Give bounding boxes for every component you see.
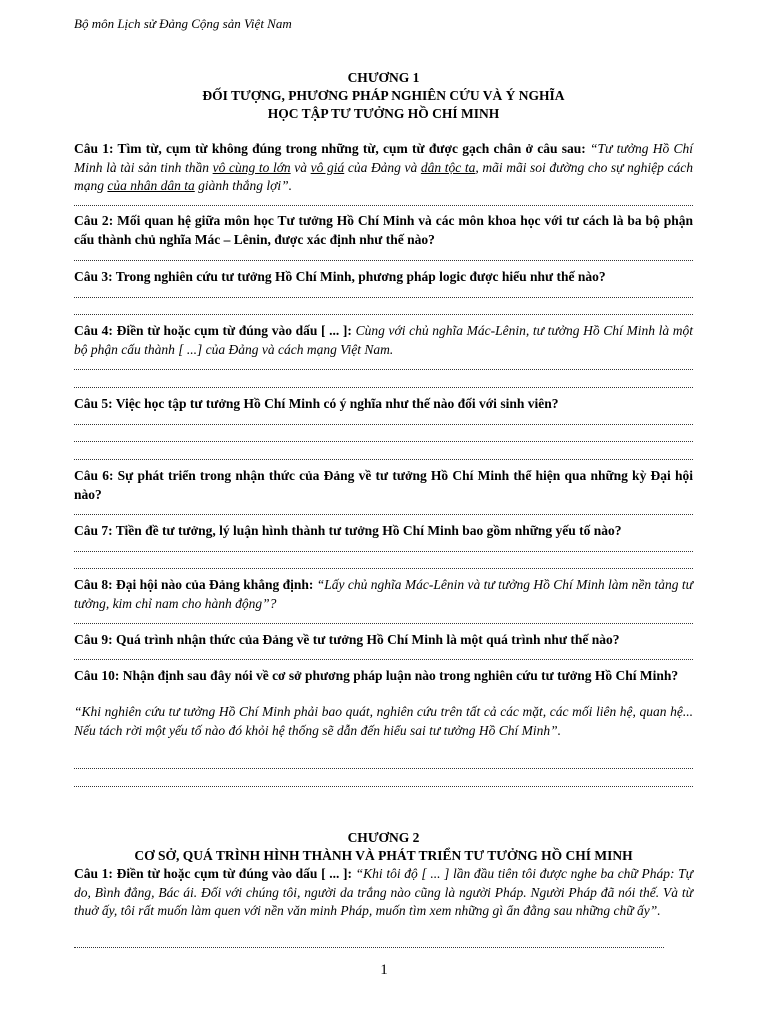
question-2 bbox=[74, 212, 693, 249]
question-10-text: Câu 10: Nhận định sau đây nói về cơ sở phương pháp luận nào trong nghiên cứu tư tưởng Hồ Chí Minh? bbox=[74, 668, 679, 683]
answer-line bbox=[74, 369, 693, 371]
chapter2-title: CƠ SỞ, QUÁ TRÌNH HÌNH THÀNH VÀ PHÁT TRIỂN TƯ TƯỞNG HỒ CHÍ MINH bbox=[134, 848, 633, 863]
question-10-quote: “Khi nghiên cứu tư tưởng Hồ Chí Minh phải bao quát, nghiên cứu trên tất cả các mặt, các mối liên hệ, quan hệ... Nếu tách rời một yếu tố nào đó khỏi hệ thống sẽ dẫn đến hiểu sai tư tưởng Hồ Chí Minh”. bbox=[74, 704, 693, 738]
page-header: Bộ môn Lịch sử Đảng Cộng sản Việt Nam bbox=[74, 16, 292, 31]
answer-line bbox=[74, 947, 664, 949]
chapter1-title-line1: ĐỐI TƯỢNG, PHƯƠNG PHÁP NGHIÊN CỨU VÀ Ý NGHĨA bbox=[202, 88, 565, 103]
question-4 bbox=[74, 322, 693, 359]
question-1-underlined-2: vô giá bbox=[310, 159, 345, 175]
question-7 bbox=[74, 522, 693, 541]
question-8 bbox=[74, 576, 693, 613]
answer-line bbox=[74, 297, 693, 299]
answer-line bbox=[74, 551, 693, 553]
chapter2-question-1 bbox=[74, 865, 693, 921]
answer-line bbox=[74, 786, 693, 788]
answer-line bbox=[74, 659, 693, 661]
question-2-text: : Mối quan hệ giữa môn học Tư tưởng Hồ Chí Minh và các môn khoa học với tư cách là ba bộ phận cấu thành chủ nghĩa Mác – Lênin, được xác định như thế nào? bbox=[74, 213, 694, 247]
question-1-quote-d: , mãi mãi soi đường cho sự nghiệp cách mạng bbox=[74, 159, 693, 193]
answer-line bbox=[74, 514, 693, 516]
question-8-prompt: Câu 8: Đại hội nào của Đảng khẳng định: bbox=[74, 577, 317, 592]
question-4-quote: Cùng với chủ nghĩa Mác-Lênin, tư tưởng Hồ Chí Minh là một bộ phận cấu thành [ ...] của Đảng và cách mạng Việt Nam. bbox=[74, 323, 693, 357]
answer-line bbox=[74, 260, 693, 262]
question-1-quote-b: và bbox=[290, 159, 311, 175]
chapter2-question-1-prompt: Câu 1: Điền từ hoặc cụm từ đúng vào dấu [ ... ]: bbox=[74, 866, 356, 881]
question-4-prompt: : Điền từ hoặc cụm từ đúng vào dấu [ ... ]: bbox=[108, 323, 356, 338]
question-5-number: Câu 5 bbox=[74, 396, 109, 411]
question-7-text: Câu 7: Tiền đề tư tưởng, lý luận hình thành tư tưởng Hồ Chí Minh bao gồm những yếu tố nào? bbox=[74, 523, 622, 538]
question-1-quote-e: giành thắng lợi”. bbox=[194, 178, 292, 193]
chapter1-title-line2: HỌC TẬP TƯ TƯỞNG HỒ CHÍ MINH bbox=[267, 106, 500, 121]
chapter2-question-1-quote: “Khi tôi độ [ ... ] lần đầu tiên tôi được nghe ba chữ Pháp: Tự do, Bình đẳng, Bác ái. Đối với chúng tôi, người da trắng nào cũng là người Pháp. Người Pháp đã nói thế. Và từ thuở ấy, tôi rất muốn làm quen với nền văn minh Pháp, muốn tìm xem những gì ẩn đằng sau những chữ ấy”. bbox=[74, 866, 693, 918]
answer-line bbox=[74, 623, 693, 625]
question-9 bbox=[74, 631, 693, 650]
question-3 bbox=[74, 268, 693, 287]
question-5-text: : Việc học tập tư tưởng Hồ Chí Minh có ý nghĩa như thế nào đối với sinh viên? bbox=[108, 396, 559, 411]
question-9-text: : Quá trình nhận thức của Đảng về tư tưởng Hồ Chí Minh là một quá trình như thế nào? bbox=[108, 632, 620, 647]
question-6-text: Câu 6: Sự phát triển trong nhận thức của Đảng về tư tưởng Hồ Chí Minh thể hiện qua những kỳ Đại hội nào? bbox=[74, 468, 693, 502]
question-1-number: Câu 1 bbox=[74, 141, 110, 156]
question-5 bbox=[74, 395, 693, 414]
question-10 bbox=[74, 667, 693, 686]
page-number: 1 bbox=[380, 962, 388, 978]
question-1-underlined-3: dân tộc ta bbox=[420, 159, 476, 175]
answer-line bbox=[74, 424, 693, 426]
question-3-text: : Trong nghiên cứu tư tưởng Hồ Chí Minh, phương pháp logic được hiểu như thế nào? bbox=[108, 269, 606, 284]
question-2-number: Câu 2 bbox=[74, 213, 109, 228]
question-1 bbox=[74, 140, 693, 196]
question-6 bbox=[74, 467, 693, 504]
answer-line bbox=[74, 441, 693, 443]
question-4-number: Câu 4 bbox=[74, 323, 109, 338]
question-1-underlined-1: vô cùng to lớn bbox=[212, 159, 291, 175]
question-1-quote-a: “Tư tưởng Hồ Chí Minh là tài sản tinh thần bbox=[74, 141, 694, 175]
answer-line bbox=[74, 387, 693, 389]
answer-line bbox=[74, 314, 693, 316]
question-1-prompt: : Tìm từ, cụm từ không đúng trong những từ, cụm từ được gạch chân ở câu sau: bbox=[109, 141, 591, 156]
question-1-underlined-4: của nhân dân ta bbox=[107, 178, 195, 193]
question-8-quote: “Lấy chủ nghĩa Mác-Lênin và tư tưởng Hồ Chí Minh làm nền tảng tư tưởng, kim chỉ nam cho hành động”? bbox=[74, 577, 693, 611]
question-1-quote-c: của Đảng và bbox=[344, 159, 421, 175]
answer-line bbox=[74, 568, 693, 570]
chapter1-label: CHƯƠNG 1 bbox=[347, 70, 420, 85]
answer-line bbox=[74, 205, 693, 207]
chapter2-label: CHƯƠNG 2 bbox=[347, 830, 420, 845]
question-3-number: Câu 3 bbox=[74, 269, 109, 284]
question-9-number: Câu 9 bbox=[74, 632, 109, 647]
answer-line bbox=[74, 459, 693, 461]
answer-line bbox=[74, 768, 693, 770]
